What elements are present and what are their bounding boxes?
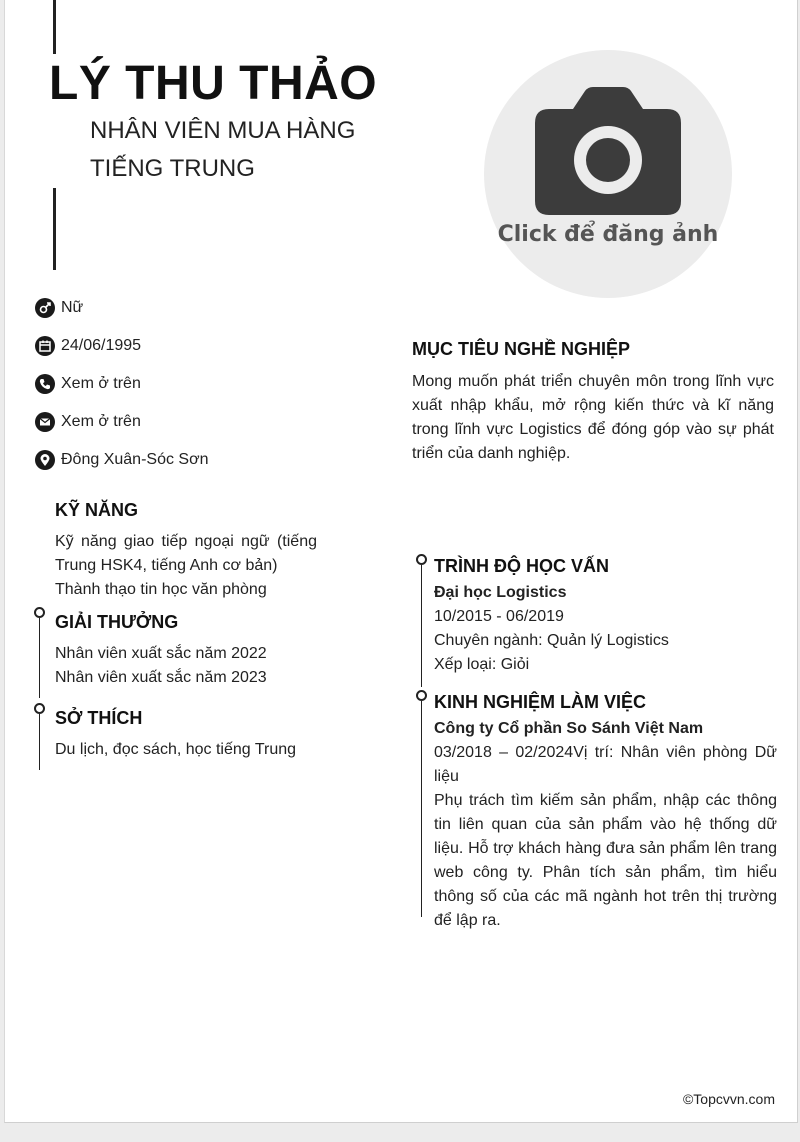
objective-title: MỤC TIÊU NGHỀ NGHIỆP xyxy=(412,339,631,359)
contact-gender xyxy=(35,297,83,319)
skills-item: Kỹ năng giao tiếp ngoại ngữ (tiếng Trung HSK4, tiếng Anh cơ bản) xyxy=(55,533,317,574)
contact-address-value: Đông Xuân-Sóc Sơn xyxy=(61,451,209,468)
education-major: Chuyên ngành: Quản lý Logistics xyxy=(434,632,669,649)
hobbies-item: Du lịch, đọc sách, học tiếng Trung xyxy=(55,741,297,758)
experience-line xyxy=(421,701,422,917)
contact-email xyxy=(35,411,141,433)
education-grade: Xếp loại: Giỏi xyxy=(434,656,530,673)
footer-credit: ©Topcvvn.com xyxy=(682,1091,775,1107)
education-title: TRÌNH ĐỘ HỌC VẤN xyxy=(434,556,609,576)
experience-title: KINH NGHIỆM LÀM VIỆC xyxy=(434,692,647,712)
education-period: 10/2015 - 06/2019 xyxy=(434,608,564,625)
contact-phone xyxy=(35,373,141,395)
hobbies-line xyxy=(39,714,40,770)
awards-line xyxy=(39,618,40,698)
contact-address xyxy=(35,449,208,471)
hobbies-title: SỞ THÍCH xyxy=(55,708,143,728)
cv-page xyxy=(4,0,798,1123)
experience-period-role: 03/2018 – 02/2024Vị trí: Nhân viên phòng Dữ liệu xyxy=(434,744,777,785)
job-title: NHÂN VIÊN MUA HÀNG TIẾNG TRUNG xyxy=(90,117,356,182)
header-bottom-line xyxy=(53,188,56,270)
skills-title: KỸ NĂNG xyxy=(55,500,139,520)
photo-upload-label: Click để đăng ảnh xyxy=(497,222,719,247)
hobbies-bullet xyxy=(34,703,45,714)
contact-birthday-value: 24/06/1995 xyxy=(61,337,142,354)
skills-item: Thành thạo tin học văn phòng xyxy=(55,581,267,598)
candidate-name: LÝ THU THẢO xyxy=(49,57,378,110)
experience-company: Công ty Cổ phần So Sánh Việt Nam xyxy=(434,720,704,737)
education-line xyxy=(421,565,422,687)
awards-title: GIẢI THƯỞNG xyxy=(55,612,179,632)
awards-bullet xyxy=(34,607,45,618)
awards-item: Nhân viên xuất sắc năm 2022 xyxy=(55,645,267,662)
phone-icon xyxy=(35,374,55,394)
contact-phone-value: Xem ở trên xyxy=(61,375,141,392)
header-top-line xyxy=(53,0,56,54)
objective-text: Mong muốn phát triển chuyên môn trong lĩnh vực xuất nhập khẩu, mở rộng kiến thức và kĩ năng trong lĩnh vực Logistics để đóng góp vào sự phát triển của danh nghiệp. xyxy=(412,373,774,462)
gender-icon xyxy=(35,298,55,318)
contact-birthday xyxy=(35,335,141,357)
education-school: Đại học Logistics xyxy=(434,584,567,601)
location-icon xyxy=(35,450,55,470)
experience-description: Phụ trách tìm kiếm sản phẩm, nhập các thông tin liên quan của sản phẩm vào hệ thống dữ liệu. Hỗ trợ khách hàng đưa sản phẩm lên trang web công ty. Phân tích sản phẩm, tìm hiểu thông số của các mã ngành hot trên thị trường để lập ra. xyxy=(434,792,777,929)
camera-icon xyxy=(533,87,683,217)
contact-email-value: Xem ở trên xyxy=(61,413,141,430)
photo-upload[interactable] xyxy=(484,50,732,298)
awards-item: Nhân viên xuất sắc năm 2023 xyxy=(55,669,267,686)
experience-bullet xyxy=(416,690,427,701)
calendar-icon xyxy=(35,336,55,356)
email-icon xyxy=(35,412,55,432)
contact-gender-value: Nữ xyxy=(61,299,84,316)
education-bullet xyxy=(416,554,427,565)
